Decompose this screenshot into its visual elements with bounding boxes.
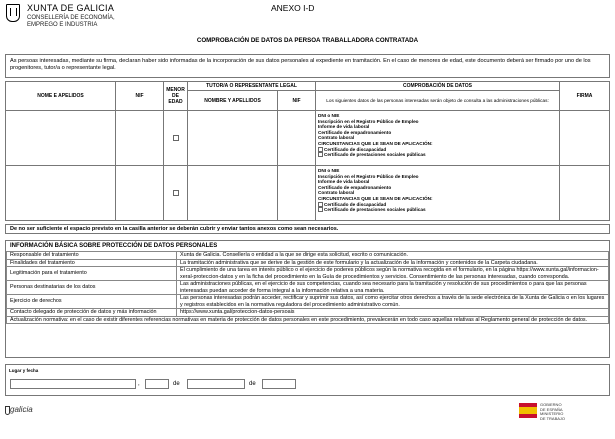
nif-cell[interactable] [116, 111, 164, 166]
signature-cell[interactable] [560, 111, 610, 166]
protection-title: INFORMACIÓN BÁSICA SOBRE PROTECCIÓN DE DATOS PERSONALES [10, 243, 218, 249]
month-field[interactable] [187, 379, 245, 389]
data-list [316, 166, 560, 221]
data-item: Informe de vida laboral [318, 179, 370, 185]
de-separator-2: de [249, 381, 256, 387]
table-row [7, 252, 609, 260]
protection-value: Las administraciones públicas, en el ejercicio de sus competencias, cuando sea necesario para la tramitación y resolución de sus procedimientos o para que las personas interesadas puedan acceder de forma integral a la información relativa a una materia. [177, 281, 609, 295]
place-date-label: Lugar y fecha [9, 368, 39, 373]
protection-key: Contacto delegado de protección de datos y más información [7, 309, 177, 317]
gov-line: DE ESPAÑA [540, 406, 563, 412]
data-item: Contrato laboral [318, 135, 355, 141]
disability-checkbox[interactable] [318, 147, 323, 152]
header [0, 0, 615, 38]
minor-checkbox[interactable] [173, 135, 179, 141]
data-item: CIRCUNSTANCIAS QUE LE SEAN DE APLICACIÓN: [318, 195, 433, 201]
col-data-group: COMPROBACIÓN DE DATOS [316, 82, 560, 91]
org-name: XUNTA DE GALICIA [27, 3, 115, 13]
checkbox-label: Certificado de prestaciones sociales públicas [324, 152, 426, 158]
dept-line-1: CONSELLERÍA DE ECONOMÍA, [27, 15, 115, 21]
minor-checkbox[interactable] [173, 190, 179, 196]
table-row [6, 166, 610, 221]
gov-line: MINISTERIO [540, 411, 564, 417]
col-data-desc: Los siguientes datos de las personas interesadas serán objeto de consulta a las administraciones públicas: [316, 91, 560, 111]
protection-key: Ejercicio de derechos [7, 295, 177, 309]
col-tutor-name: NOMBRE Y APELLIDOS [188, 91, 278, 111]
signature-section [5, 364, 610, 396]
table-row [7, 309, 609, 317]
footer [0, 398, 615, 439]
protection-value: El cumplimiento de una tarea en interés público o el ejercicio de poderes públicos según la normativa recogida en el formulario, en la página https://www.xunta.gal/informacion-xeral-proteccion-datos y en la ficha del procedimiento en la Guía de procedimientos y servicios. Consentimiento de las personas interesadas, cuando corresponda. [177, 267, 609, 281]
nif-cell[interactable] [116, 166, 164, 221]
table-row [7, 316, 609, 324]
checkbox-row [318, 207, 557, 213]
annex-label: ANEXO I-D [271, 3, 315, 13]
protection-key: Finalidades del tratamiento [7, 259, 177, 267]
data-item: Certificado de empadronamiento [318, 184, 392, 190]
col-signature: FIRMA [560, 82, 610, 111]
signature-cell[interactable] [560, 166, 610, 221]
name-cell[interactable] [6, 111, 116, 166]
tutor-nif-cell[interactable] [278, 166, 316, 221]
protection-value: Las personas interesadas podrán acceder, rectificar y suprimir sus datos, así como ejercitar otros derechos a través de la sede electrónica de la Xunta de Galicia o en los lugares y registros establecidos en la normativa reguladora del procedimiento administrativo común. [177, 295, 609, 309]
col-nif: NIF [116, 82, 164, 111]
name-cell[interactable] [6, 166, 116, 221]
checkbox-label: Certificado de prestaciones sociales públicas [324, 207, 426, 213]
checkbox-label: Certificado de discapacidad [324, 201, 387, 207]
protection-value: La tramitación administrativa que se derive de la gestión de este formulario y la actualización de la información y contenidos de la Carpeta ciudadana. [177, 259, 609, 267]
data-item: Inscripción en el Registro Público de Empleo [318, 118, 419, 124]
tutor-nif-cell[interactable] [278, 111, 316, 166]
department [27, 15, 115, 29]
protection-value: https://www.xunta.gal/proteccion-datos-persoais [177, 309, 609, 317]
col-tutor-group: TUTOR/A O REPRESENTANTE LEGAL [188, 82, 316, 91]
disability-checkbox[interactable] [318, 202, 323, 207]
col-tutor-nif: NIF [278, 91, 316, 111]
galicia-logo: galicia [10, 405, 33, 414]
col-name: NOME E APELIDOS [6, 82, 116, 111]
year-field[interactable] [262, 379, 296, 389]
checkbox-row [318, 152, 557, 158]
data-item: Contrato laboral [318, 190, 355, 196]
document-title: COMPROBACIÓN DE DATOS DA PERSOA TRABALLADORA CONTRATADA [196, 37, 419, 44]
data-table [5, 81, 610, 221]
spain-flag-icon [519, 403, 537, 418]
table-row [7, 267, 609, 281]
checkbox-label: Certificado de discapacidad [324, 146, 387, 152]
comma-separator: , [138, 381, 140, 387]
protection-key: Personas destinatarias de los datos [7, 281, 177, 295]
tutor-name-cell[interactable] [188, 166, 278, 221]
gov-line: DE TRABAJO [540, 415, 566, 421]
data-list [316, 111, 560, 166]
gov-line: GOBIERNO [540, 402, 562, 407]
data-item: DNI o NIE [318, 113, 340, 118]
table-row [6, 111, 610, 166]
protection-key: Responsable del tratamiento [7, 252, 177, 260]
day-field[interactable] [145, 379, 169, 389]
data-item: DNI o NIE [318, 168, 340, 173]
tutor-name-cell[interactable] [188, 111, 278, 166]
protection-key: Legitimación para el tratamiento [7, 267, 177, 281]
place-field[interactable] [10, 379, 136, 389]
normative-update: Actualización normativa: en el caso de existir diferentes referencias normativas en materia de protección de datos personales en este procedimiento, prevalecerán en todo caso aquellas relativas al Reglamento general de protección de datos. [7, 316, 609, 324]
table-row [7, 295, 609, 309]
data-item: Inscripción en el Registro Público de Empleo [318, 173, 419, 179]
xunta-shield-icon [6, 4, 20, 22]
de-separator-1: de [173, 381, 180, 387]
data-protection-section [5, 240, 610, 358]
ministry-logo-text [540, 403, 565, 421]
dept-line-2: EMPREGO E INDUSTRIA [27, 22, 98, 28]
table-row [7, 259, 609, 267]
note-text: De no ser suficiente el espacio previsto en la casilla anterior se deberán cubrir y enviar tantos anexos como sean necesarios. [5, 224, 610, 234]
col-minor: MENOR DE EDAD [164, 82, 188, 111]
protection-value: Xunta de Galicia. Consellería o entidad a la que se dirige esta solicitud, escrito o comunicación. [177, 252, 609, 260]
data-item: Informe de vida laboral [318, 124, 370, 130]
intro-text: As persoas interesadas, mediante su firma, declaran haber sido informadas de la incorporación de sus datos personales al expediente en tramitación. En el caso de menores de edad, este documento deberá ser firmado por uno de los progenitores, tutor/a o representante legal. [5, 54, 610, 78]
data-item: CIRCUNSTANCIAS QUE LE SEAN DE APLICACIÓN: [318, 140, 433, 146]
benefits-checkbox[interactable] [318, 152, 323, 157]
protection-table [6, 251, 609, 324]
table-row [7, 281, 609, 295]
data-item: Certificado de empadronamiento [318, 129, 392, 135]
benefits-checkbox[interactable] [318, 207, 323, 212]
